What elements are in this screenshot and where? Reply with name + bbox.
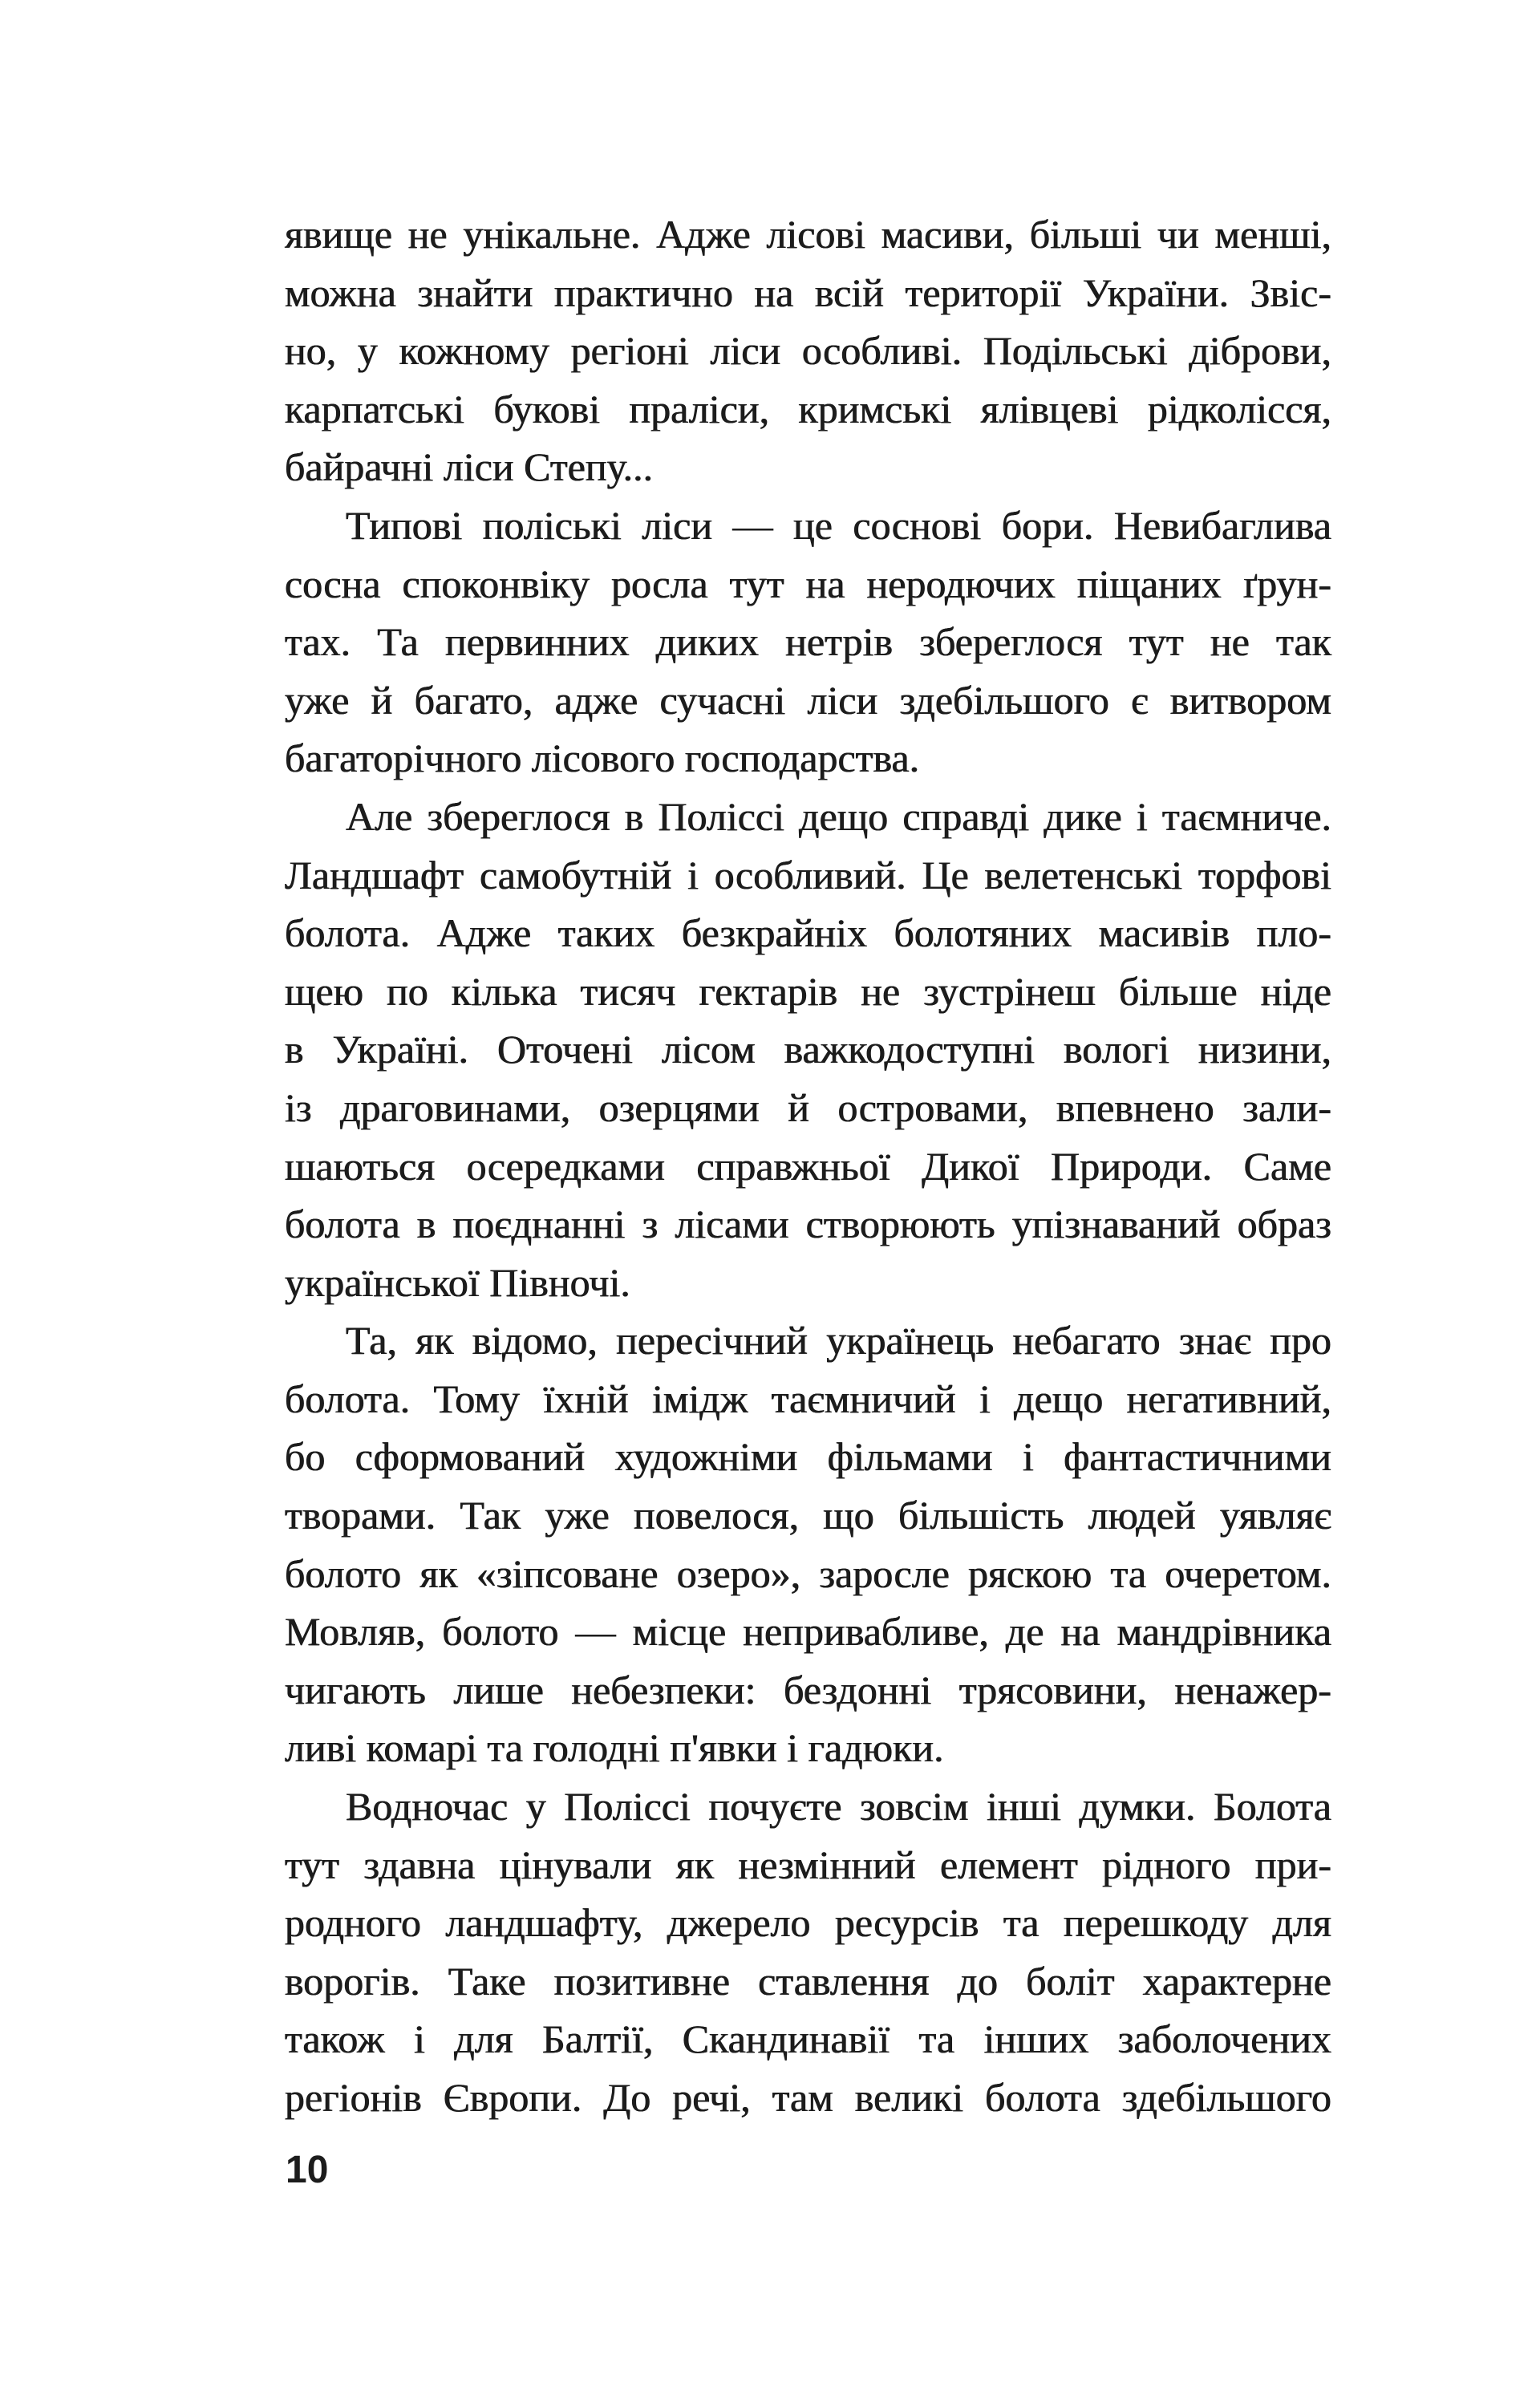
text-line: сосна споконвіку росла тут на неродючих піщаних ґрун- xyxy=(285,561,1331,606)
text-line: Але збереглося в Поліссі дещо справді дике і таємниче. xyxy=(346,793,1331,839)
text-line: Водночас у Поліссі почуєте зовсім інші думки. Болота xyxy=(346,1784,1331,1830)
text-line: можна знайти практично на всій території України. Звіс- xyxy=(285,269,1331,315)
paragraph-3 xyxy=(285,788,1331,1311)
text-line: тут здавна цінували як незмінний елемент рідного при- xyxy=(285,1842,1331,1887)
text-line: карпатські букові праліси, кримські ялівцеві рідколісся, xyxy=(285,386,1331,432)
paragraph-5 xyxy=(285,1777,1331,2127)
text-line: бо сформований художніми фільмами і фантастичними xyxy=(285,1434,1331,1480)
text-line: щею по кілька тисяч гектарів не зустрінеш більше ніде xyxy=(285,968,1331,1014)
text-line: но, у кожному регіоні ліси особливі. Подільські діброви, xyxy=(285,328,1331,374)
text-line: чигають лише небезпеки: бездонні трясовини, ненажер- xyxy=(285,1667,1331,1712)
text-line: Мовляв, болото — місце непривабливе, де на мандрівника xyxy=(285,1609,1331,1655)
text-line: Типові поліські ліси — це соснові бори. Невибаглива xyxy=(346,502,1331,548)
text-line: в Україні. Оточені лісом важкодоступні вологі низини, xyxy=(285,1027,1331,1072)
text-line: болота. Тому їхній імідж таємничий і дещо негативний, xyxy=(285,1376,1331,1421)
text-line: із драговинами, озерцями й островами, впевнено зали- xyxy=(285,1084,1331,1130)
text-line: тах. Та первинних диких нетрів збереглося тут не так xyxy=(285,619,1331,665)
text-line: болота в поєднанні з лісами створюють упізнаваний образ xyxy=(285,1202,1331,1247)
paragraph-4 xyxy=(285,1311,1331,1777)
text-line: явище не унікальне. Адже лісові масиви, більші чи менші, xyxy=(285,212,1331,257)
text-line: болота. Адже таких безкрайніх болотяних масивів пло- xyxy=(285,910,1331,956)
text-line: Ландшафт самобутній і особливий. Це велетенські торфові xyxy=(285,852,1331,898)
text-line: родного ландшафту, джерело ресурсів та перешкоду для xyxy=(285,1900,1331,1946)
text-line: регіонів Європи. До речі, там великі болота здебільшого xyxy=(285,2075,1331,2120)
text-line: уже й багато, адже сучасні ліси здебільшого є витвором xyxy=(285,677,1331,723)
text-line: байрачні ліси Степу... xyxy=(285,444,654,490)
text-line: ливі комарі та голодні п'явки і гадюки. xyxy=(285,1725,944,1771)
text-line: Та, як відомо, пересічний українець небагато знає про xyxy=(346,1318,1331,1364)
text-line: шаються осередками справжньої Дикої Природи. Саме xyxy=(285,1143,1331,1189)
text-line: ворогів. Таке позитивне ставлення до боліт характерне xyxy=(285,1958,1331,2004)
paragraph-2 xyxy=(285,496,1331,788)
text-line: творами. Так уже повелося, що більшість людей уявляє xyxy=(285,1493,1331,1538)
text-line: української Півночі. xyxy=(285,1259,630,1305)
text-line: також і для Балтії, Скандинавії та інших заболочених xyxy=(285,2016,1331,2062)
text-line: болото як «зіпсоване озеро», заросле ряскою та очеретом. xyxy=(285,1550,1331,1596)
page-number: 10 xyxy=(286,2149,329,2191)
paragraph-1 xyxy=(285,205,1331,496)
body-text xyxy=(285,205,1331,2127)
text-line: багаторічного лісового господарства. xyxy=(285,736,920,781)
